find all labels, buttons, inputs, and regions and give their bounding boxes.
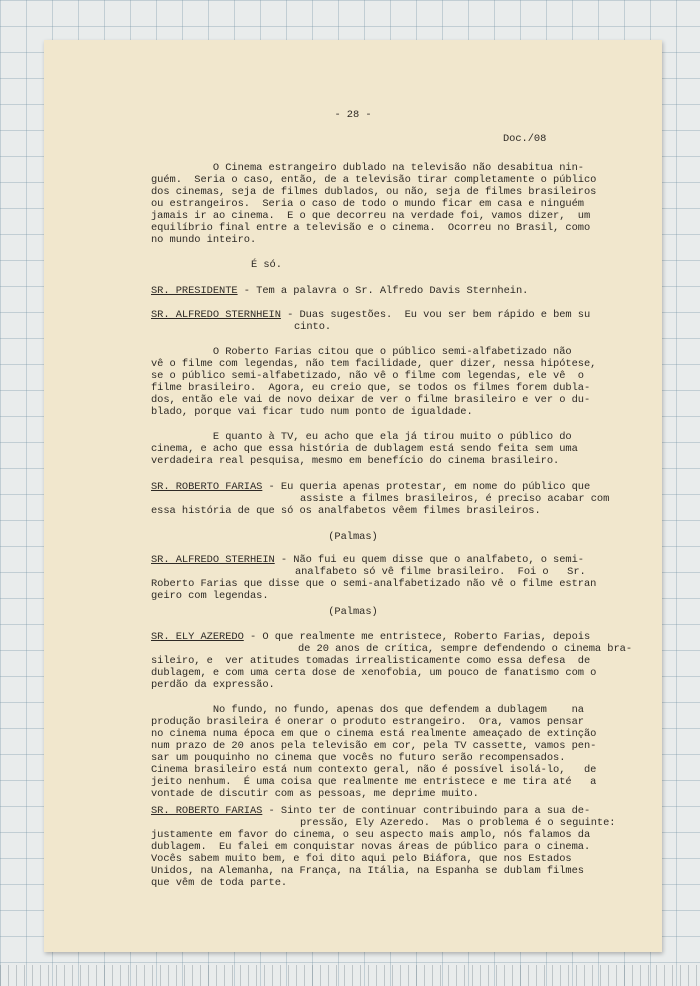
text-line: produção brasileira é onerar o produto estrangeiro. Ora, vamos pensar bbox=[151, 716, 584, 728]
document-reference: Doc./08 bbox=[503, 133, 547, 145]
speech-text: - O que realmente me entristece, Roberto Farias, depois bbox=[243, 631, 591, 643]
speaker-name: SR. ALFREDO STERNHEIN bbox=[151, 309, 281, 321]
text-line: num prazo de 20 anos pela televisão em cor, pela TV cassette, vamos pen- bbox=[151, 740, 597, 752]
speech-text: - Não fui eu quem disse que o analfabeto, o semi- bbox=[274, 554, 584, 566]
text-line: guém. Seria o caso, então, de a televisão tirar completamente o público bbox=[151, 174, 597, 186]
text-line: geiro com legendas. bbox=[151, 590, 269, 602]
speaker-line bbox=[151, 309, 590, 321]
speech-text: - Sinto ter de continuar contribuindo para a sua de- bbox=[262, 805, 591, 817]
speaker-name: SR. ROBERTO FARIAS bbox=[151, 805, 263, 817]
speaker-line bbox=[151, 285, 528, 297]
applause-note: (Palmas) bbox=[328, 606, 378, 618]
speaker-line bbox=[151, 481, 590, 493]
text-line: no mundo inteiro. bbox=[151, 234, 257, 246]
text-line: ou estrangeiros. Seria o caso de todo o mundo ficar em casa e ninguém bbox=[151, 198, 584, 210]
text-line: O Cinema estrangeiro dublado na televisão não desabitua nin- bbox=[151, 162, 584, 174]
text-line: Roberto Farias que disse que o semi-analfabetizado não vê o filme estran bbox=[151, 578, 597, 590]
speech-text: - Tem a palavra o Sr. Alfredo Davis Sternhein. bbox=[237, 285, 529, 297]
text-line: jeito nenhum. É uma coisa que realmente me entristece e me tira até a bbox=[151, 776, 597, 788]
document-page bbox=[44, 40, 662, 952]
text-line: que vêm de toda parte. bbox=[151, 877, 288, 889]
text-line: cinto. bbox=[294, 321, 332, 333]
text-line: jamais ir ao cinema. E o que decorreu na verdade foi, vamos dizer, um bbox=[151, 210, 591, 222]
text-line: vê o filme com legendas, não tem facilidade, quer dizer, nessa hipótese, bbox=[151, 358, 597, 370]
text-line: dos, então ele vai de novo deixar de ver o filme brasileiro e ver o du- bbox=[151, 394, 591, 406]
text-line: essa história de que só os analfabetos vêem filmes brasileiros. bbox=[151, 505, 541, 517]
speaker-name: SR. ALFREDO STERHEIN bbox=[151, 554, 275, 566]
text-line: verdadeira real pesquisa, mesmo em benefício do cinema brasileiro. bbox=[151, 455, 560, 467]
grid-ruler-strip bbox=[0, 965, 700, 986]
text-line: dublagem. Eu falei em conquistar novas áreas de público para o cinema. bbox=[151, 841, 591, 853]
text-line: assiste a filmes brasileiros, é preciso acabar com bbox=[300, 493, 610, 505]
text-line: analfabeto só vê filme brasileiro. Foi o Sr. bbox=[295, 566, 586, 578]
text-line: filme brasileiro. Agora, eu creio que, se todos os filmes forem dubla- bbox=[151, 382, 591, 394]
speech-text: - Eu queria apenas protestar, em nome do público que bbox=[262, 481, 591, 493]
text-line: No fundo, no fundo, apenas dos que defendem a dublagem na bbox=[151, 704, 584, 716]
text-line: Cinema brasileiro está num contexto geral, não é possível isolá-lo, de bbox=[151, 764, 597, 776]
text-line: justamente em favor do cinema, o seu aspecto mais amplo, nós falamos da bbox=[151, 829, 591, 841]
text-line: pressão, Ely Azeredo. Mas o problema é o seguinte: bbox=[300, 817, 616, 829]
text-line: dublagem, e com uma certa dose de xenofobia, um pouco de fanatismo com o bbox=[151, 667, 597, 679]
text-line: dos cinemas, seja de filmes dublados, ou não, seja de filmes brasileiros bbox=[151, 186, 597, 198]
speaker-line bbox=[151, 554, 584, 566]
text-line: sileiro, e ver atitudes tomadas irrealisticamente como essa defesa de bbox=[151, 655, 591, 667]
text-line: equilíbrio final entre a televisão e o cinema. Ocorreu no Brasil, como bbox=[151, 222, 591, 234]
text-line: sar um pouquinho no cinema que vocês no futuro serão recompensados. bbox=[151, 752, 566, 764]
text-line: perdão da expressão. bbox=[151, 679, 275, 691]
text-line: blado, porque vai ficar tudo num ponto de igualdade. bbox=[151, 406, 473, 418]
text-line: se o público semi-alfabetizado, não vê o filme com legendas, ele vê o bbox=[151, 370, 584, 382]
text-line: vontade de discutir com as pessoas, me deprime muito. bbox=[151, 788, 479, 800]
text-line: Vocês sabem muito bem, e foi dito aqui pelo Biáfora, que nos Estados bbox=[151, 853, 572, 865]
speaker-name: SR. ELY AZEREDO bbox=[151, 631, 244, 643]
speaker-line bbox=[151, 805, 590, 817]
text-line: Unidos, na Alemanha, na França, na Itália, na Espanha se dublam filmes bbox=[151, 865, 584, 877]
applause-note: (Palmas) bbox=[328, 531, 378, 543]
text-line: O Roberto Farias citou que o público semi-alfabetizado não bbox=[151, 346, 572, 358]
speaker-name: SR. PRESIDENTE bbox=[151, 285, 238, 297]
text-line: de 20 anos de crítica, sempre defendendo o cinema bra- bbox=[298, 643, 633, 655]
text-line: E quanto à TV, eu acho que ela já tirou muito o público do bbox=[151, 431, 572, 443]
speaker-line bbox=[151, 631, 590, 643]
speaker-name: SR. ROBERTO FARIAS bbox=[151, 481, 263, 493]
text-line: no cinema numa época em que o cinema está realmente ameaçado de extinção bbox=[151, 728, 597, 740]
text-line: É só. bbox=[251, 259, 282, 271]
text-line: cinema, e acho que essa história de dublagem está sendo feita sem uma bbox=[151, 443, 578, 455]
speech-text: - Duas sugestões. Eu vou ser bem rápido e bem su bbox=[280, 309, 591, 321]
page-number: - 28 - bbox=[334, 109, 372, 121]
